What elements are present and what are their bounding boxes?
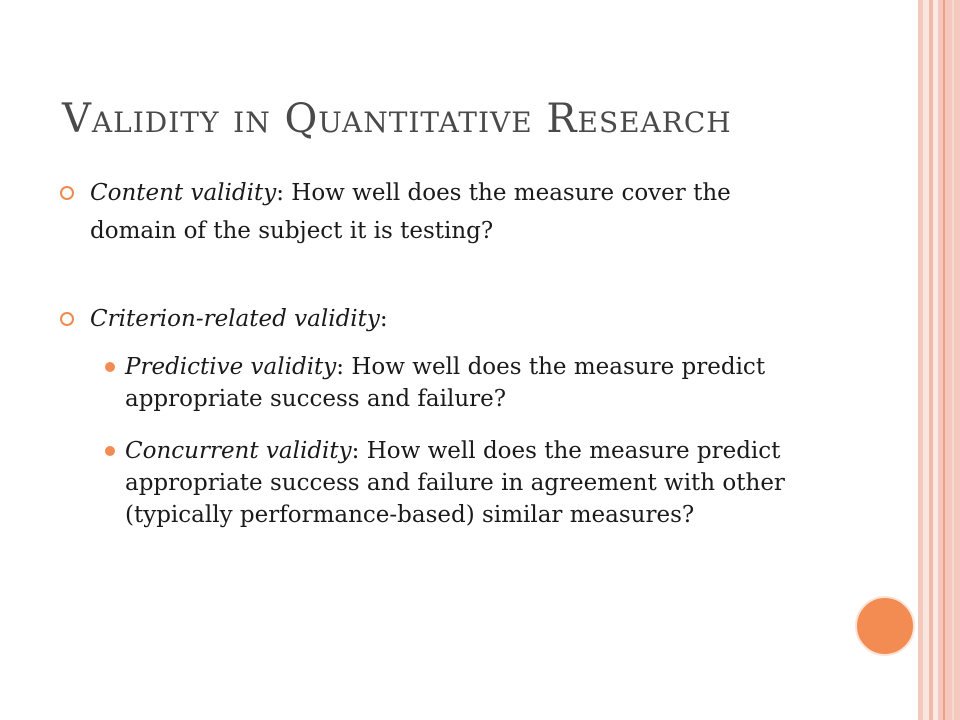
border-stripe [938, 0, 960, 720]
title-cap: Q [284, 96, 319, 142]
sub-bullet-separator: : [351, 438, 367, 464]
bullet-term: Criterion-related validity [90, 306, 380, 332]
sub-bullet-text: How well does the measure predict appropriate success and failure in agreement with other (typically performance-based) similar measures? [125, 438, 785, 528]
sub-bullet-term: Concurrent validity [125, 438, 352, 464]
border-stripe [952, 0, 954, 720]
title-word: UANTITATIVE [318, 106, 533, 139]
bullet-item [90, 174, 790, 250]
title-word: IN [233, 106, 271, 139]
bullet-dot-icon [105, 362, 115, 372]
sub-bullet-term: Predictive validity [125, 354, 337, 380]
title-word: ALIDITY [91, 106, 220, 139]
bullet-ring-icon [60, 312, 74, 326]
title-word: ESEARCH [577, 106, 732, 139]
bullet-term: Content validity [90, 180, 277, 206]
border-stripe [943, 0, 945, 720]
sub-bullet-item [125, 351, 815, 415]
bullet-separator: : [379, 306, 388, 332]
sub-bullet-text: How well does the measure predict appropriate success and failure? [125, 354, 766, 412]
bullet-ring-icon [60, 186, 74, 200]
bullet-item [90, 300, 790, 338]
decorative-circle [855, 596, 915, 656]
bullet-text: How well does the measure cover the domain of the subject it is testing? [90, 180, 731, 244]
title-cap: R [546, 96, 578, 142]
title-cap: V [62, 96, 92, 142]
bullet-separator: : [276, 180, 292, 206]
bullet-dot-icon [105, 446, 115, 456]
slide-title [62, 96, 732, 142]
sub-bullet-separator: : [336, 354, 352, 380]
sub-bullet-item [125, 435, 815, 531]
